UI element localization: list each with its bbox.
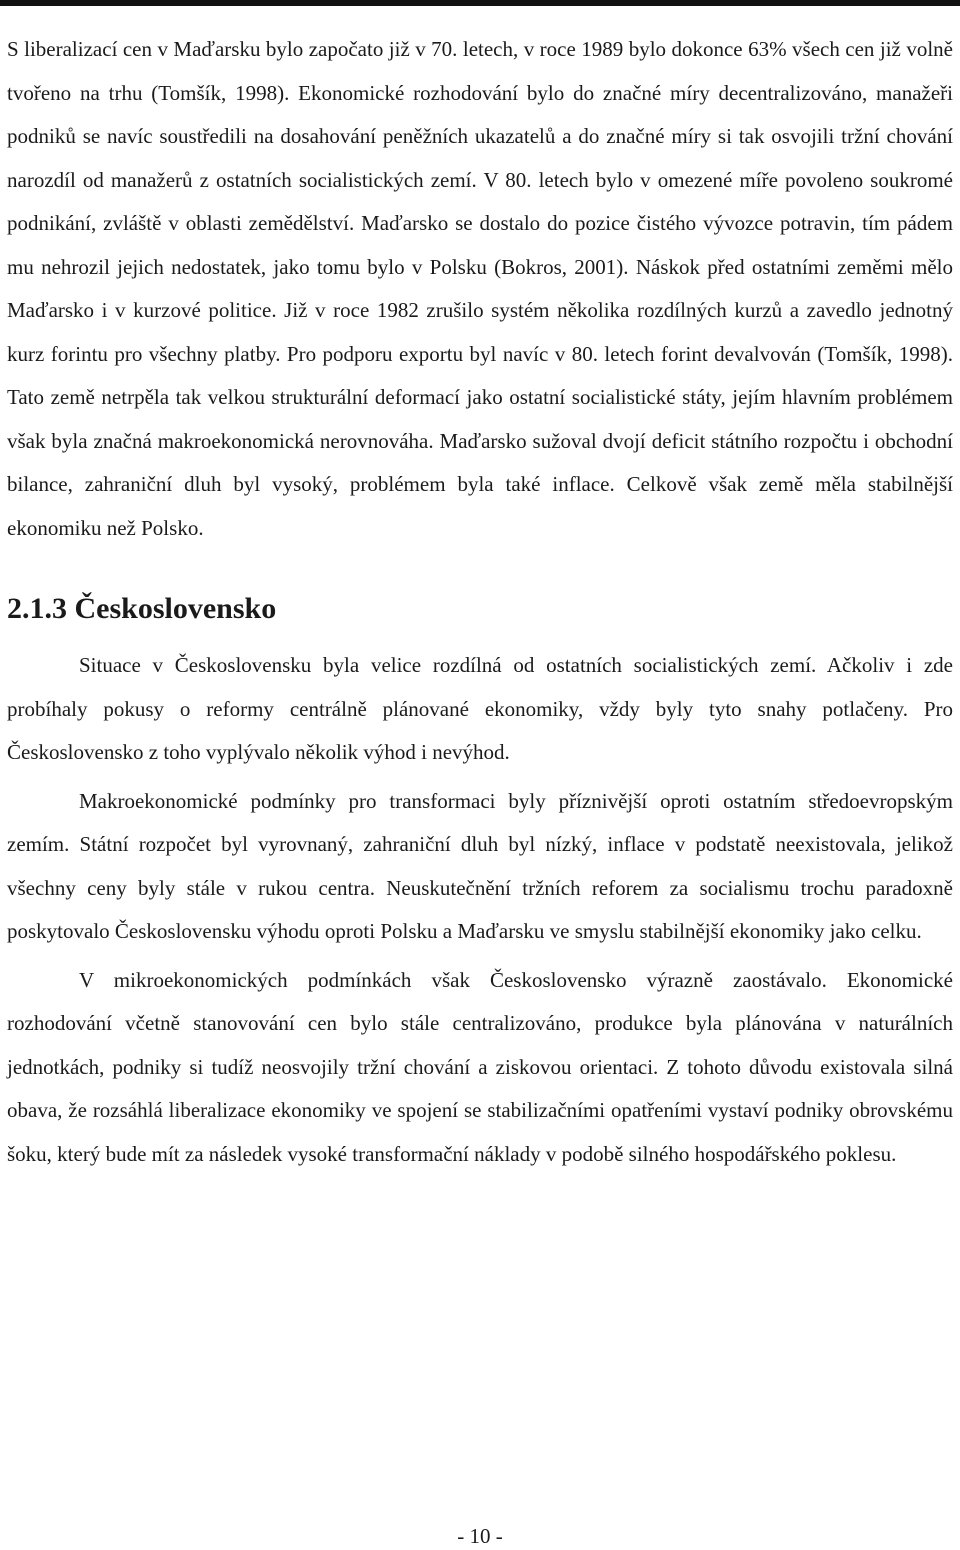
- section-paragraph-1: Situace v Československu byla velice rozdílná od ostatních socialistických zemí. Ačkoliv i zde probíhaly pokusy o reformy centrálně plánované ekonomiky, vždy byly tyto snahy potlačeny. Pro Československo z toho vyplývalo několik výhod i nevýhod.: [7, 653, 953, 764]
- section-paragraph-2: Makroekonomické podmínky pro transformaci byly příznivější oproti ostatním středoevropským zemím. Státní rozpočet byl vyrovnaný, zahraniční dluh byl nízký, inflace v podstatě neexistovala, jelikož všechny ceny byly stále v rukou centra. Neuskutečnění tržních reforem za socialismu trochu paradoxně poskytovalo Československu výhodu oproti Polsku a Maďarsku ve smyslu stabilnější ekonomiky jako celku.: [7, 788, 953, 943]
- top-rule: [0, 0, 960, 6]
- section-heading: 2.1.3 Československo: [7, 592, 277, 625]
- spacer: [7, 550, 953, 589]
- intro-paragraph: S liberalizací cen v Maďarsku bylo započato již v 70. letech, v roce 1989 bylo dokonce 63% všech cen již volně tvořeno na trhu (Tomšík, 1998). Ekonomické rozhodování bylo do značné míry decentralizováno, manažeři podniků se navíc soustředili na dosahování peněžních ukazatelů a do značné míry si tak osvojili tržní chování narozdíl od manažerů z ostatních socialistických zemí. V 80. letech bylo v omezené míře povoleno soukromé podnikání, zvláště v oblasti zemědělství. Maďarsko se dostalo do pozice čistého vývozce potravin, tím pádem mu nehrozil jejich nedostatek, jako tomu bylo v Polsku (Bokros, 2001). Náskok před ostatními zeměmi mělo Maďarsko i v kurzové politice. Již v roce 1982 zrušilo systém několika rozdílných kurzů a zavedlo jednotný kurz forintu pro všechny platby. Pro podporu exportu byl navíc v 80. letech forint devalvován (Tomšík, 1998). Tato země netrpěla tak velkou strukturální deformací jako ostatní socialistické státy, jejím hlavním problémem však byla značná makroekonomická nerovnováha. Maďarsko sužoval dvojí deficit státního rozpočtu i obchodní bilance, zahraniční dluh byl vysoký, problémem byla také inflace. Celkově však země měla stabilnější ekonomiku než Polsko.: [7, 37, 953, 540]
- page-number: - 10 -: [457, 1524, 503, 1548]
- section-paragraph-3: V mikroekonomických podmínkách však Československo výrazně zaostávalo. Ekonomické rozhodování včetně stanovování cen bylo stále centralizováno, produkce byla plánována v naturálních jednotkách, podniky si tudíž neosvojily tržní chování a ziskovou orientaci. Z tohoto důvodu existovala silná obava, že rozsáhlá liberalizace ekonomiky ve spojení se stabilizačními opatřeními vystaví podniky obrovskému šoku, který bude mít za následek vysoké transformační náklady v podobě silného hospodářského poklesu.: [7, 967, 953, 1166]
- document-body: [7, 28, 953, 1176]
